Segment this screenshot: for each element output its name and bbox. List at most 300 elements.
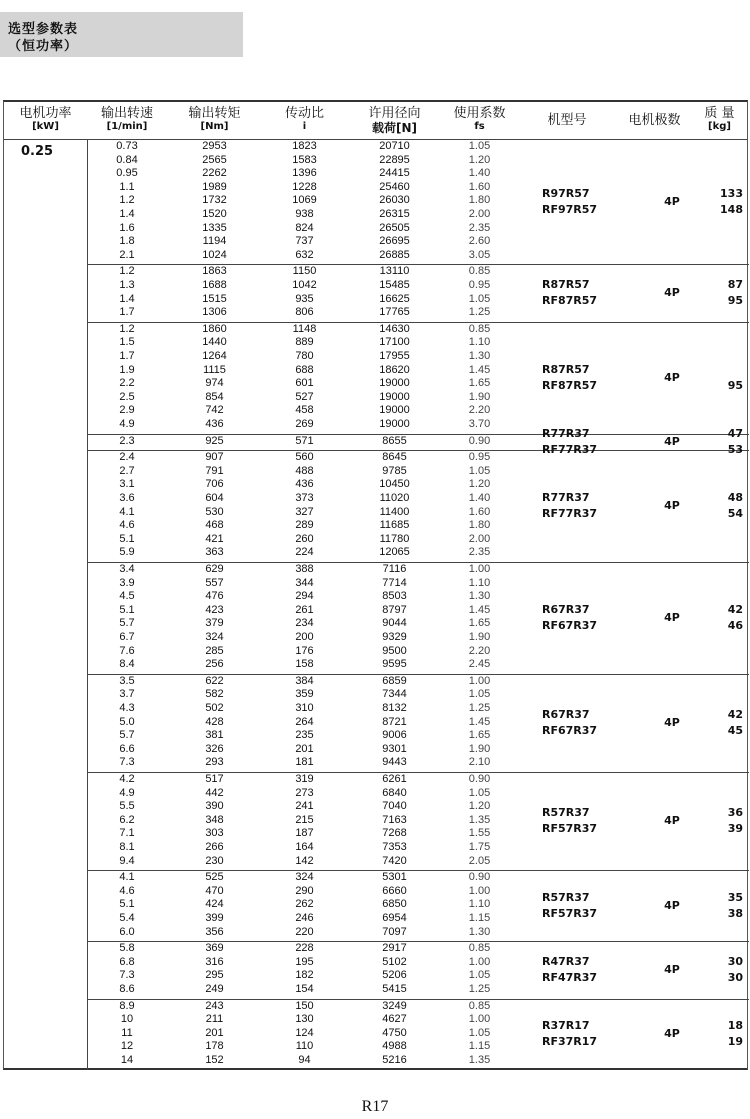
ratio: 1148: [292, 322, 317, 335]
table-row: [87, 377, 517, 391]
service-factor: 1.80: [468, 194, 491, 207]
radial-load: 9329: [382, 631, 407, 643]
table-row: [87, 814, 517, 828]
ratio: 324: [295, 871, 314, 884]
service-factor: 1.45: [468, 715, 491, 728]
output-speed: 1.8: [119, 235, 135, 248]
table-row: [87, 235, 517, 249]
radial-load: 19000: [379, 404, 410, 417]
output-torque: 324: [205, 631, 224, 643]
motor-poles: 4P: [664, 610, 680, 624]
table-row: [87, 983, 517, 997]
output-speed: 11: [121, 1026, 133, 1039]
output-speed: 6.0: [119, 925, 135, 938]
ratio: 889: [295, 336, 314, 349]
output-speed: 6.8: [119, 955, 135, 968]
output-speed: 6.2: [119, 813, 135, 826]
radial-load: 8503: [382, 590, 407, 603]
service-factor: 1.40: [468, 491, 491, 504]
service-factor: 0.85: [468, 322, 491, 335]
table-row: [87, 773, 517, 787]
radial-load: 6261: [382, 773, 407, 785]
table-row: [87, 855, 517, 869]
radial-load: 25460: [379, 180, 410, 193]
output-speed: 5.4: [119, 911, 135, 924]
radial-load: 19000: [379, 390, 410, 403]
motor-poles: 4P: [664, 715, 680, 729]
output-speed: 1.4: [119, 208, 135, 220]
radial-load: 3249: [382, 999, 407, 1012]
mass-kg: 30 30: [727, 954, 743, 984]
output-speed: 4.2: [119, 773, 135, 785]
output-torque: 266: [205, 841, 224, 853]
service-factor: 1.00: [468, 674, 491, 687]
ratio: 176: [295, 644, 314, 657]
ratio: 436: [295, 478, 314, 491]
output-torque: 604: [205, 491, 224, 504]
table-row: [87, 688, 517, 702]
table-row: [87, 435, 517, 449]
ratio: 688: [295, 363, 314, 376]
service-factor: 1.05: [468, 140, 491, 152]
table-row: [87, 912, 517, 926]
model-number: R67R37 RF67R37: [542, 602, 598, 632]
service-factor: 2.60: [468, 235, 491, 248]
table-row: [87, 956, 517, 970]
output-torque: 243: [205, 999, 224, 1012]
service-factor: 1.05: [468, 1026, 491, 1039]
output-torque: 436: [205, 417, 224, 430]
header-torque: 输出转矩 [Nm]: [188, 106, 241, 132]
service-factor: 1.65: [468, 617, 491, 630]
ratio: 201: [295, 742, 314, 755]
table-row: [87, 546, 517, 560]
output-speed: 3.7: [119, 688, 135, 701]
radial-load: 7163: [382, 813, 407, 826]
output-torque: 468: [205, 519, 224, 532]
output-speed: 6.6: [119, 742, 135, 755]
header-mass: 质 量 [kg]: [704, 106, 735, 132]
service-factor: 0.85: [468, 999, 491, 1012]
table-row: [87, 1013, 517, 1027]
table-row: [87, 222, 517, 236]
service-factor: 1.10: [468, 898, 491, 911]
output-speed: 1.6: [119, 221, 135, 234]
service-factor: 1.65: [468, 377, 491, 390]
radial-load: 20710: [379, 140, 410, 152]
table-row: [87, 617, 517, 631]
radial-load: 7344: [382, 688, 407, 701]
model-number: R37R17 RF37R17: [542, 1019, 598, 1049]
output-torque: 1335: [202, 221, 227, 234]
ratio: 571: [295, 434, 314, 447]
radial-load: 9785: [382, 464, 407, 477]
output-torque: 622: [205, 674, 224, 687]
radial-load: 9595: [382, 658, 407, 671]
output-speed: 6.7: [119, 631, 135, 643]
ratio: 384: [295, 674, 314, 687]
ratio: 154: [295, 982, 314, 995]
radial-load: 8655: [382, 434, 407, 447]
model-group: [87, 772, 749, 871]
output-torque: 303: [205, 827, 224, 840]
output-speed: 4.9: [119, 786, 135, 799]
table-row: [87, 1040, 517, 1054]
output-torque: 1115: [203, 363, 226, 376]
radial-load: 7097: [382, 925, 407, 938]
output-speed: 1.2: [119, 265, 135, 278]
table-row: [87, 418, 517, 432]
service-factor: 1.15: [468, 1040, 491, 1053]
radial-load: 5206: [382, 969, 407, 982]
ratio: 294: [295, 590, 314, 603]
radial-load: 9443: [382, 756, 407, 769]
output-torque: 1306: [202, 306, 227, 319]
output-torque: 316: [205, 955, 224, 968]
header-power: 电机功率 [kW]: [19, 106, 72, 132]
model-number: R67R37 RF67R37: [542, 707, 598, 737]
ratio: 269: [295, 417, 314, 430]
output-speed: 1.7: [119, 306, 135, 319]
output-torque: 295: [205, 969, 224, 982]
radial-load: 6954: [382, 911, 407, 924]
mass-kg: 48 54: [727, 491, 743, 521]
ratio: 130: [295, 1013, 314, 1026]
radial-load: 26030: [379, 194, 410, 207]
output-speed: 1.9: [119, 363, 135, 376]
ratio: 200: [295, 631, 314, 643]
output-speed: 8.4: [119, 658, 135, 671]
ratio: 235: [295, 729, 314, 742]
page-title: 选型参数表: [8, 22, 79, 37]
output-torque: 1688: [202, 278, 227, 291]
output-torque: 178: [205, 1040, 224, 1053]
output-speed: 5.1: [119, 898, 135, 911]
radial-load: 2917: [382, 942, 407, 955]
service-factor: 1.00: [468, 1013, 491, 1026]
service-factor: 1.00: [468, 884, 491, 897]
service-factor: 3.05: [468, 248, 491, 261]
radial-load: 26695: [379, 235, 410, 248]
output-torque: 629: [205, 563, 224, 575]
table-row: [87, 451, 517, 465]
model-group: [87, 674, 749, 773]
page-subtitle: （恒功率）: [8, 39, 79, 54]
motor-poles: 4P: [664, 1027, 680, 1041]
output-speed: 8.6: [119, 982, 135, 995]
table-row: [87, 563, 517, 577]
radial-load: 6850: [382, 898, 407, 911]
output-torque: 925: [205, 434, 224, 447]
ratio: 1042: [292, 278, 317, 291]
ratio: 158: [295, 658, 314, 671]
output-speed: 4.1: [119, 505, 135, 518]
mass-kg: 95: [727, 378, 743, 392]
output-speed: 14: [120, 1053, 134, 1066]
ratio: 164: [295, 841, 314, 853]
header-service-factor: 使用系数 fs: [453, 106, 506, 132]
radial-load: 26315: [379, 208, 410, 220]
output-speed: 2.2: [119, 377, 135, 390]
radial-load: 6840: [382, 786, 407, 799]
service-factor: 1.45: [468, 603, 491, 616]
service-factor: 0.85: [468, 265, 491, 278]
service-factor: 1.15: [468, 911, 491, 924]
output-speed: 5.1: [119, 532, 135, 545]
output-torque: 390: [205, 800, 224, 813]
output-torque: 1860: [202, 322, 227, 335]
output-speed: 2.1: [119, 248, 135, 261]
output-speed: 1.1: [119, 180, 135, 193]
radial-load: 5415: [382, 982, 407, 995]
service-factor: 0.95: [468, 451, 491, 464]
table-row: [87, 969, 517, 983]
output-torque: 423: [205, 603, 224, 616]
service-factor: 1.05: [468, 292, 491, 305]
ratio: 142: [295, 854, 314, 867]
model-group: [87, 426, 749, 456]
service-factor: 1.20: [468, 800, 491, 813]
radial-load: 5301: [382, 871, 407, 884]
radial-load: 8645: [382, 451, 407, 464]
output-torque: 854: [205, 390, 224, 403]
table-row: [87, 942, 517, 956]
radial-load: 7268: [382, 827, 407, 840]
motor-poles: 4P: [664, 898, 680, 912]
radial-load: 8132: [382, 701, 407, 714]
output-speed: 2.4: [119, 451, 135, 464]
model-number: R87R57 RF87R57: [542, 362, 598, 392]
radial-load: 5216: [382, 1053, 407, 1066]
table-row: [87, 729, 517, 743]
radial-load: 24415: [379, 167, 410, 180]
service-factor: 2.20: [468, 404, 491, 417]
output-speed: 1.5: [119, 336, 135, 349]
radial-load: 4627: [382, 1013, 407, 1026]
output-speed: 2.7: [119, 464, 135, 477]
ratio: 228: [295, 942, 314, 955]
service-factor: 1.25: [468, 306, 491, 319]
header-speed: 输出转速 [1/min]: [100, 106, 153, 132]
output-torque: 285: [205, 644, 224, 657]
output-torque: 369: [205, 942, 224, 955]
output-torque: 424: [205, 898, 224, 911]
output-speed: 5.8: [119, 942, 135, 955]
ratio: 1228: [292, 180, 317, 193]
output-speed: 1.4: [119, 292, 135, 305]
table-row: [87, 800, 517, 814]
output-speed: 4.1: [119, 871, 135, 884]
radial-load: 6660: [382, 884, 407, 897]
output-torque: 476: [205, 590, 224, 603]
ratio: 935: [295, 292, 314, 305]
table-row: [87, 658, 517, 672]
ratio: 458: [295, 404, 314, 417]
ratio: 938: [295, 208, 314, 220]
model-group: [87, 870, 749, 942]
table-row: [87, 787, 517, 801]
table-row: [87, 350, 517, 364]
radial-load: 17765: [379, 306, 410, 319]
radial-load: 26885: [379, 248, 410, 261]
radial-load: 16625: [379, 292, 410, 305]
table-row: [87, 871, 517, 885]
model-number: R57R37 RF57R37: [542, 806, 598, 836]
page-number: R17: [361, 1098, 389, 1115]
output-torque: 1264: [202, 349, 227, 362]
radial-load: 7116: [382, 563, 407, 575]
ratio: 261: [295, 603, 314, 616]
service-factor: 0.90: [468, 871, 491, 884]
service-factor: 1.05: [468, 464, 491, 477]
table-row: [87, 827, 517, 841]
ratio: 264: [295, 715, 314, 728]
radial-load: 11685: [379, 519, 410, 532]
output-speed: 7.3: [119, 756, 135, 769]
ratio: 780: [295, 349, 314, 362]
table-row: [87, 577, 517, 591]
service-factor: 2.10: [468, 756, 491, 769]
header-ratio: 传动比 i: [284, 106, 324, 132]
output-speed: 9.4: [119, 854, 135, 867]
ratio: 1150: [292, 265, 317, 278]
motor-poles: 4P: [664, 814, 680, 828]
table-row: [87, 478, 517, 492]
ratio: 289: [295, 519, 314, 532]
service-factor: 1.90: [468, 742, 491, 755]
table-row: [87, 336, 517, 350]
table-row: [87, 702, 517, 716]
service-factor: 1.25: [468, 982, 491, 995]
output-torque: 502: [205, 701, 224, 714]
ratio: 273: [295, 786, 314, 799]
output-torque: 1863: [202, 265, 227, 278]
model-group: [87, 450, 749, 563]
radial-load: 7353: [382, 841, 407, 853]
output-torque: 152: [205, 1053, 224, 1066]
output-torque: 582: [205, 688, 224, 701]
output-torque: 293: [205, 756, 224, 769]
model-number: R87R57 RF87R57: [542, 278, 598, 308]
output-speed: 3.6: [119, 491, 135, 504]
header-radial-load: 许用径向 载荷[N]: [368, 106, 421, 135]
output-torque: 363: [205, 546, 224, 559]
table-row: [87, 631, 517, 645]
radial-load: 12065: [379, 546, 410, 559]
ratio: 632: [295, 248, 314, 261]
table-row: [87, 756, 517, 770]
mass-kg: 133 148: [720, 186, 743, 216]
model-number: R77R37 RF77R37: [542, 491, 598, 521]
service-factor: 2.00: [468, 208, 491, 220]
table-row: [87, 590, 517, 604]
output-speed: 5.5: [119, 800, 135, 813]
radial-load: 9500: [382, 644, 407, 657]
output-torque: 356: [205, 925, 224, 938]
table-row: [87, 533, 517, 547]
service-factor: 0.95: [468, 278, 491, 291]
service-factor: 0.90: [468, 773, 491, 785]
output-torque: 517: [205, 773, 224, 785]
output-speed: 7.1: [119, 827, 135, 840]
service-factor: 1.05: [468, 786, 491, 799]
table-row: [87, 323, 517, 337]
table-row: [87, 167, 517, 181]
service-factor: 1.35: [468, 813, 491, 826]
ratio: 319: [295, 773, 314, 785]
output-speed: 10: [120, 1013, 134, 1026]
service-factor: 2.20: [468, 644, 491, 657]
ratio: 241: [295, 800, 314, 813]
motor-power-value: 0.25: [21, 144, 54, 159]
service-factor: 1.60: [468, 505, 491, 518]
table-row: [87, 194, 517, 208]
output-speed: 1.7: [119, 349, 135, 362]
mass-kg: 47 53: [727, 426, 743, 456]
header-poles: 电机极数: [628, 113, 681, 128]
output-torque: 791: [205, 464, 224, 477]
output-speed: 3.1: [119, 478, 135, 491]
ratio: 806: [295, 306, 314, 319]
output-speed: 3.4: [119, 563, 135, 575]
motor-poles: 4P: [664, 286, 680, 300]
ratio: 527: [295, 390, 314, 403]
service-factor: 1.80: [468, 519, 491, 532]
table-row: [87, 898, 517, 912]
ratio: 1823: [292, 140, 317, 152]
radial-load: 5102: [382, 955, 407, 968]
table-row: [87, 743, 517, 757]
service-factor: 1.30: [468, 925, 491, 938]
output-torque: 256: [205, 658, 224, 671]
table-row: [87, 675, 517, 689]
radial-load: 18620: [379, 363, 410, 376]
output-torque: 230: [205, 854, 224, 867]
table-row: [87, 506, 517, 520]
table-row: [87, 1000, 517, 1014]
table-row: [87, 404, 517, 418]
ratio: 1396: [292, 167, 317, 180]
ratio: 1583: [292, 153, 317, 166]
output-torque: 201: [205, 1026, 224, 1039]
model-group: [87, 264, 749, 322]
service-factor: 1.20: [468, 153, 491, 166]
radial-load: 17955: [379, 349, 410, 362]
output-speed: 5.7: [119, 617, 135, 630]
model-group: [87, 322, 749, 435]
table-row: [87, 293, 517, 307]
radial-load: 9006: [382, 729, 407, 742]
service-factor: 1.20: [468, 478, 491, 491]
output-torque: 2565: [202, 153, 227, 166]
model-number: R97R57 RF97R57: [542, 186, 598, 216]
service-factor: 0.90: [468, 434, 491, 447]
table-row: [87, 465, 517, 479]
radial-load: 19000: [379, 417, 410, 430]
output-speed: 5.7: [119, 729, 135, 742]
radial-load: 22895: [379, 153, 410, 166]
radial-load: 7040: [382, 800, 407, 813]
output-speed: 1.3: [119, 278, 135, 291]
ratio: 187: [295, 827, 314, 840]
service-factor: 1.10: [468, 336, 491, 349]
output-speed: 2.3: [119, 434, 135, 447]
radial-load: 6859: [382, 674, 407, 687]
output-torque: 379: [205, 617, 224, 630]
output-speed: 8.1: [119, 841, 135, 853]
output-torque: 399: [205, 911, 224, 924]
service-factor: 2.45: [468, 658, 491, 671]
